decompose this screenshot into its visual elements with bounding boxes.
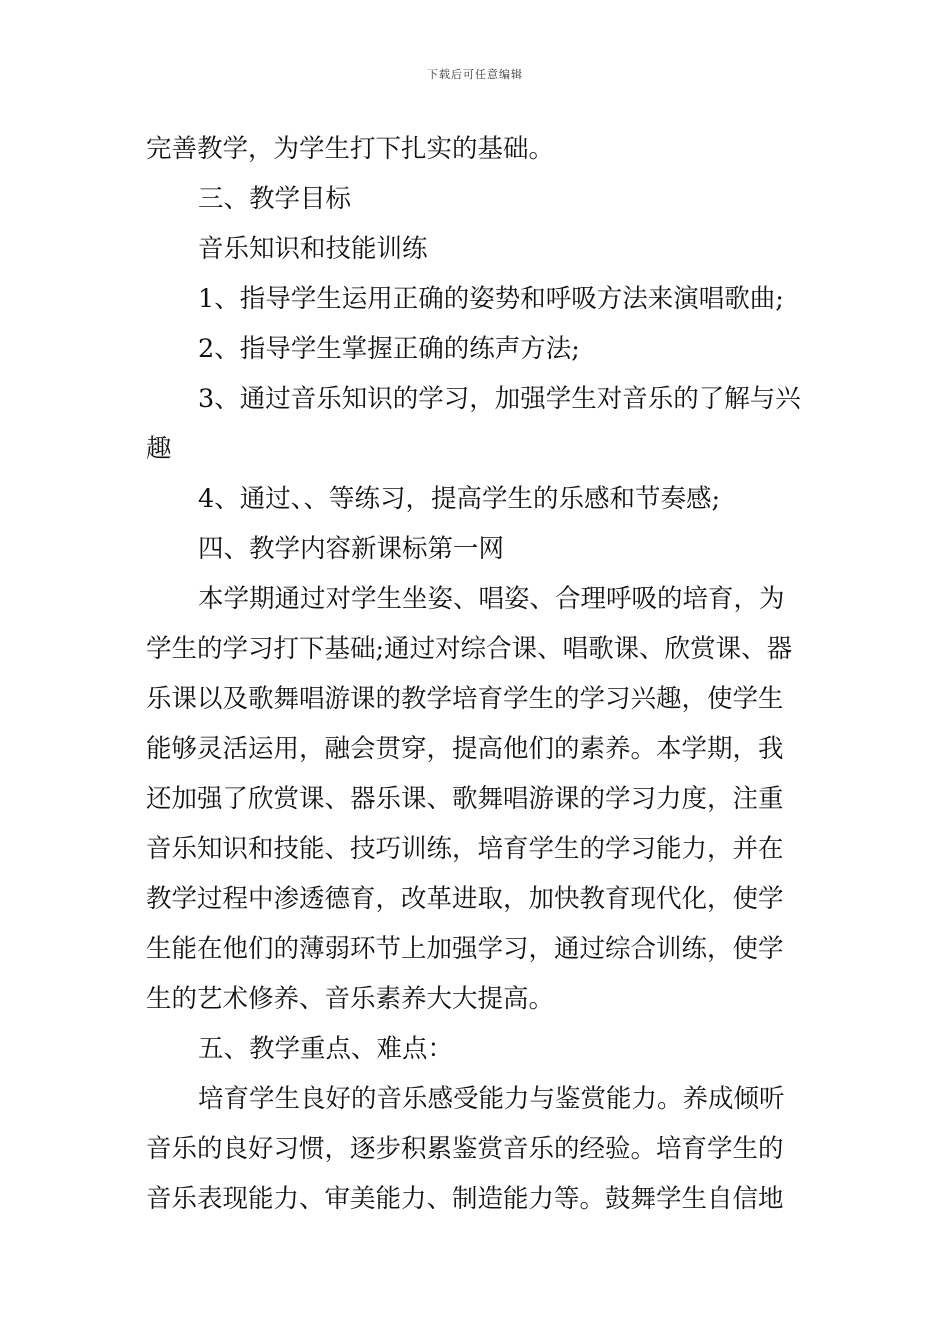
text-line: 本学期通过对学生坐姿、唱姿、合理呼吸的培育，为 [198,584,785,614]
text-line: 音乐知识和技能、技巧训练，培育学生的学习能力，并在 [146,834,784,864]
text-line: 趣 [146,434,172,464]
text-line: 培育学生良好的音乐感受能力与鉴赏能力。养成倾听 [198,1084,785,1114]
text-line: 2、指导学生掌握正确的练声方法; [198,334,580,364]
header-note: 下载后可任意编辑 [427,68,523,81]
text-line: 完善教学，为学生打下扎实的基础。 [146,134,555,164]
text-line: 音乐表现能力、审美能力、制造能力等。鼓舞学生自信地 [146,1184,784,1214]
text-line: 五、教学重点、难点： [198,1034,454,1064]
text-line: 乐课以及歌舞唱游课的教学培育学生的学习兴趣，使学生 [146,684,784,714]
text-line: 4、通过、、等练习，提高学生的乐感和节奏感; [198,484,721,514]
text-line: 三、教学目标 [198,184,352,214]
text-line: 3、通过音乐知识的学习，加强学生对音乐的了解与兴 [198,384,801,414]
text-line: 能够灵活运用，融会贯穿，提高他们的素养。本学期，我 [146,734,784,764]
text-line: 教学过程中渗透德育，改革进取，加快教育现代化，使学 [146,884,784,914]
text-line: 音乐的良好习惯，逐步积累鉴赏音乐的经验。培育学生的 [146,1134,784,1164]
text-line: 生的艺术修养、音乐素养大大提高。 [146,984,555,1014]
text-line: 1、指导学生运用正确的姿势和呼吸方法来演唱歌曲; [198,284,784,314]
text-line: 生能在他们的薄弱环节上加强学习，通过综合训练，使学 [146,934,784,964]
text-line: 还加强了欣赏课、器乐课、歌舞唱游课的学习力度，注重 [146,784,784,814]
text-line: 音乐知识和技能训练 [198,234,428,264]
text-line: 学生的学习打下基础;通过对综合课、唱歌课、欣赏课、器 [146,634,793,664]
text-line: 四、教学内容新课标第一网 [198,534,505,564]
document-body [146,124,808,1224]
